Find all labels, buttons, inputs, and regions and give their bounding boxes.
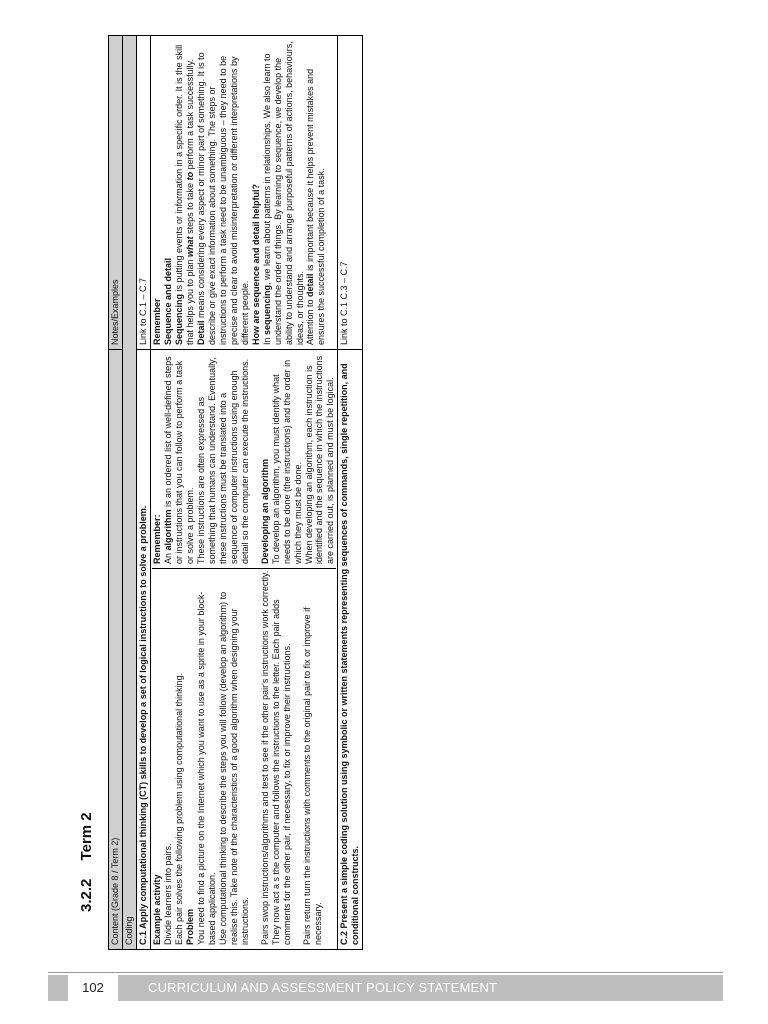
footer-rule bbox=[48, 972, 723, 973]
c2-strand-row bbox=[338, 36, 363, 950]
notes-answer bbox=[262, 40, 306, 345]
activity-title: Example activity bbox=[151, 874, 162, 945]
subheader-row bbox=[122, 36, 136, 950]
instructions-text: These instructions are often expressed as something that humans can understand. Eventually, these instructions must be translated into a sequence of computer instructions using enough detail so the computer can execute the instructions. bbox=[195, 357, 250, 564]
section-heading bbox=[78, 812, 95, 912]
ans-post: , we learn about patterns in relationships. We also learn to understand the order of things. By learning to sequence, we develop the ability to understand and arrange purposeful patterns of actions, behaviours, ideas, or thoughts. bbox=[261, 41, 305, 345]
c1-link: Link to C.1 – C.7 bbox=[136, 36, 150, 350]
developing-p1: To develop an algorithm, you must identify what needs to be done (the instructions) and the order in which they must be done. bbox=[270, 359, 303, 564]
activity-line2: Each pair solves the following problem using computational thinking. bbox=[173, 672, 184, 945]
notes-attention bbox=[305, 40, 327, 345]
activity-p3: Pairs swop instructions/algorithms and test to see if the other pair's instructions work correctly. They now act a s the computer and follows the instructions to the letter. Each pair adds comments for the other pair, if necessary, to fix or improve their instructions. bbox=[259, 570, 292, 945]
header-notes: Notes/Examples bbox=[109, 36, 123, 350]
c1-notes-cell bbox=[150, 36, 338, 350]
developing-p2: When developing an algorithm, each instruction is identified and the sequence in which the instructions are carried out, is planned and must be logical. bbox=[303, 355, 336, 564]
section-number: 3.2.2 bbox=[78, 878, 95, 912]
detail-text: means considering every aspect or minor part of something. It is to describe or give exact information about something. The steps or instructions to perform a task need to be unambiguous – they need to be precise and clear to avoid misinterpretation or different interpretations by different people. bbox=[195, 52, 250, 345]
footer-page-tab bbox=[48, 975, 68, 1001]
att-pre: Attention to bbox=[305, 296, 316, 345]
c1-content-cell bbox=[150, 350, 338, 950]
c1-body-row bbox=[150, 36, 338, 950]
footer-title: CURRICULUM AND ASSESSMENT POLICY STATEMENT bbox=[148, 980, 498, 995]
curriculum-table bbox=[108, 35, 363, 950]
activity-p4: Pairs return turn the instructions with comments to the original pair to fix or improve if necessary. bbox=[301, 607, 323, 945]
problem-label: Problem bbox=[184, 908, 195, 945]
remember-title: Remember: bbox=[151, 514, 162, 564]
notes-question: How are sequence and detail helpful? bbox=[250, 183, 261, 345]
ans-bold: sequencing bbox=[261, 284, 272, 335]
subheader-coding: Coding bbox=[122, 36, 136, 950]
example-activity bbox=[152, 569, 337, 945]
seq-text-c: perform a task successfully. bbox=[184, 59, 195, 172]
c1-strand-row bbox=[136, 36, 150, 950]
c2-strand: C.2 Present a simple coding solution using symbolic or written statements representing sequences of commands, single repetition, and conditional constructs. bbox=[338, 350, 363, 950]
notes-detail bbox=[196, 40, 251, 345]
att-post: is important because it helps prevent mistakes and ensures the successful completion of a task. bbox=[305, 68, 327, 345]
detail-label: Detail bbox=[195, 320, 206, 345]
notes-remember: Remember bbox=[151, 298, 162, 345]
algo-pre: An bbox=[162, 550, 173, 564]
seq-label: Sequencing bbox=[173, 293, 184, 345]
algo-post: is an ordered list of well-defined steps or instructions that you can follow to perform a task or solve a problem. bbox=[162, 356, 195, 564]
seq-to: to bbox=[184, 171, 195, 181]
notes-sequencing bbox=[174, 40, 196, 345]
page-number: 102 bbox=[82, 980, 104, 995]
activity-p1: You need to find a picture on the Internet which you want to use as a sprite in your block-based application. bbox=[195, 591, 217, 945]
footer-band bbox=[118, 975, 723, 1001]
notes-seq-title: Sequence and detail bbox=[162, 257, 173, 345]
c1-strand: C.1 Apply computational thinking (CT) skills to develop a set of logical instructions to solve a problem. bbox=[136, 350, 150, 950]
activity-p2: Use computational thinking to describe the steps you will follow (develop an algorithm) to realise this. Take note of the characteristics of a good algorithm when designing your instructions. bbox=[217, 591, 250, 945]
seq-text-a: is putting events or information in a specific order. It is the skill that helps you to plan bbox=[173, 44, 195, 345]
algorithm-definition bbox=[163, 354, 196, 564]
algo-term: algorithm bbox=[162, 509, 173, 551]
developing-title: Developing an algorithm bbox=[259, 458, 270, 564]
seq-text-b: steps to take bbox=[184, 180, 195, 237]
header-content: Content (Grade 8 / Term 2) bbox=[109, 350, 123, 950]
activity-line1: Divide learners into pairs. bbox=[162, 843, 173, 945]
rotated-page bbox=[78, 36, 438, 945]
ans-pre: In bbox=[261, 334, 272, 345]
seq-what: what bbox=[184, 236, 195, 257]
c2-link: Link to C.1 C.3 – C.7 bbox=[338, 36, 363, 350]
remember-box bbox=[152, 354, 337, 569]
att-bold: detail bbox=[305, 273, 316, 297]
section-title: Term 2 bbox=[78, 812, 95, 861]
table-header-row bbox=[109, 36, 123, 950]
